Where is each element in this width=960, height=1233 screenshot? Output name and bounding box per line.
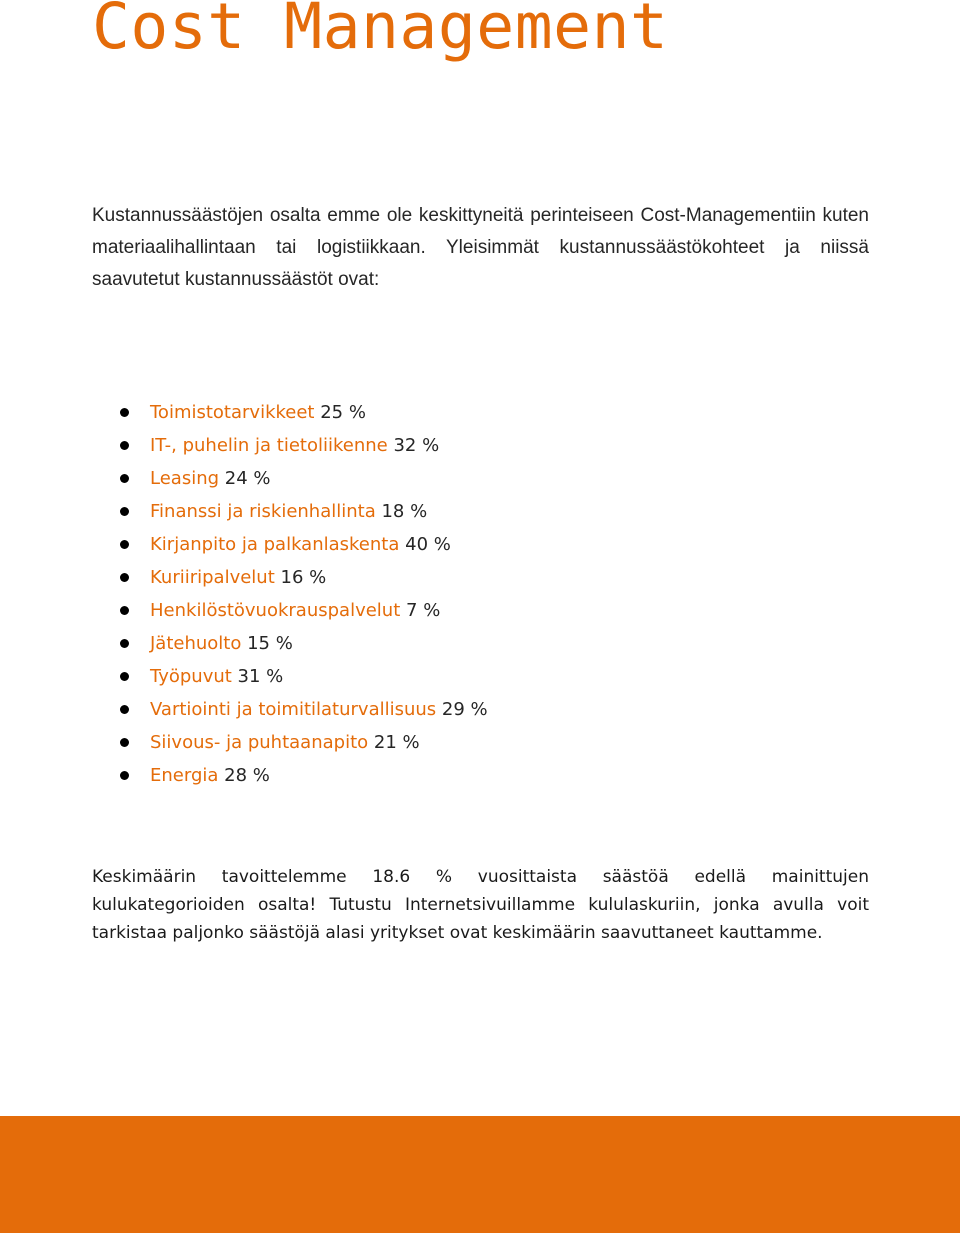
bullet-icon: [120, 441, 129, 450]
item-value: 25 %: [320, 402, 366, 423]
item-value: 40 %: [405, 534, 451, 555]
list-item: [118, 429, 488, 462]
item-value: 29 %: [441, 699, 488, 720]
item-value: 31 %: [237, 666, 284, 687]
item-value: 28 %: [224, 765, 270, 786]
item-name: Toimistotarvikkeet: [150, 402, 315, 423]
list-item: [118, 396, 488, 429]
item-value: 7 %: [406, 600, 441, 621]
list-item: [118, 759, 488, 792]
item-value: 16 %: [280, 567, 327, 588]
intro-paragraph: Kustannussäästöjen osalta emme ole keskittyneitä perinteiseen Cost-Managementiin kuten materiaalihallintaan tai logistiikkaan. Yleisimmät kustannussäästökohteet ja niissä saavutetut kustannussäästöt ovat:: [92, 205, 869, 290]
list-item: [118, 594, 488, 627]
bullet-icon: [120, 705, 129, 714]
list-item: [118, 462, 488, 495]
item-value: 24 %: [224, 468, 271, 489]
list-item: [118, 627, 488, 660]
bullet-icon: [120, 639, 129, 648]
item-name: Henkilöstövuokrauspalvelut: [150, 600, 401, 621]
list-item: [118, 726, 488, 759]
item-name: Kirjanpito ja palkanlaskenta: [150, 534, 400, 555]
bullet-icon: [120, 507, 129, 516]
item-value: 21 %: [373, 732, 420, 753]
item-name: Työpuvut: [150, 666, 232, 687]
bullet-icon: [120, 474, 129, 483]
item-value: 18 %: [381, 501, 428, 522]
bullet-icon: [120, 771, 129, 780]
item-name: Vartiointi ja toimitilaturvallisuus: [150, 699, 437, 720]
bullet-icon: [120, 573, 129, 582]
list-item: [118, 660, 488, 693]
bullet-icon: [120, 540, 129, 549]
list-item: [118, 693, 488, 726]
summary-paragraph: Keskimäärin tavoittelemme 18.6 % vuosittaista säästöä edellä mainittujen kulukategorioiden osalta! Tutustu Internetsivuillamme kululaskuriin, jonka avulla voit tarkistaa paljonko säästöjä alasi yritykset ovat keskimäärin saavuttaneet kauttamme.: [92, 867, 869, 943]
item-name: Kuriiripalvelut: [150, 567, 275, 588]
list-item: [118, 495, 488, 528]
bullet-icon: [120, 408, 129, 417]
list-item: [118, 561, 488, 594]
item-name: Energia: [150, 765, 219, 786]
item-value: 15 %: [247, 633, 293, 654]
footer-band: [0, 1116, 960, 1233]
list-item: [118, 528, 488, 561]
page-title: Cost Management: [92, 0, 669, 63]
item-name: Siivous- ja puhtaanapito: [150, 732, 369, 753]
item-value: 32 %: [393, 435, 440, 456]
bullet-icon: [120, 606, 129, 615]
item-name: Finanssi ja riskienhallinta: [150, 501, 376, 522]
bullet-icon: [120, 672, 129, 681]
item-name: Leasing: [150, 468, 220, 489]
bullet-icon: [120, 738, 129, 747]
item-name: Jätehuolto: [150, 633, 242, 654]
savings-list: [118, 396, 488, 792]
item-name: IT-, puhelin ja tietoliikenne: [150, 435, 388, 456]
